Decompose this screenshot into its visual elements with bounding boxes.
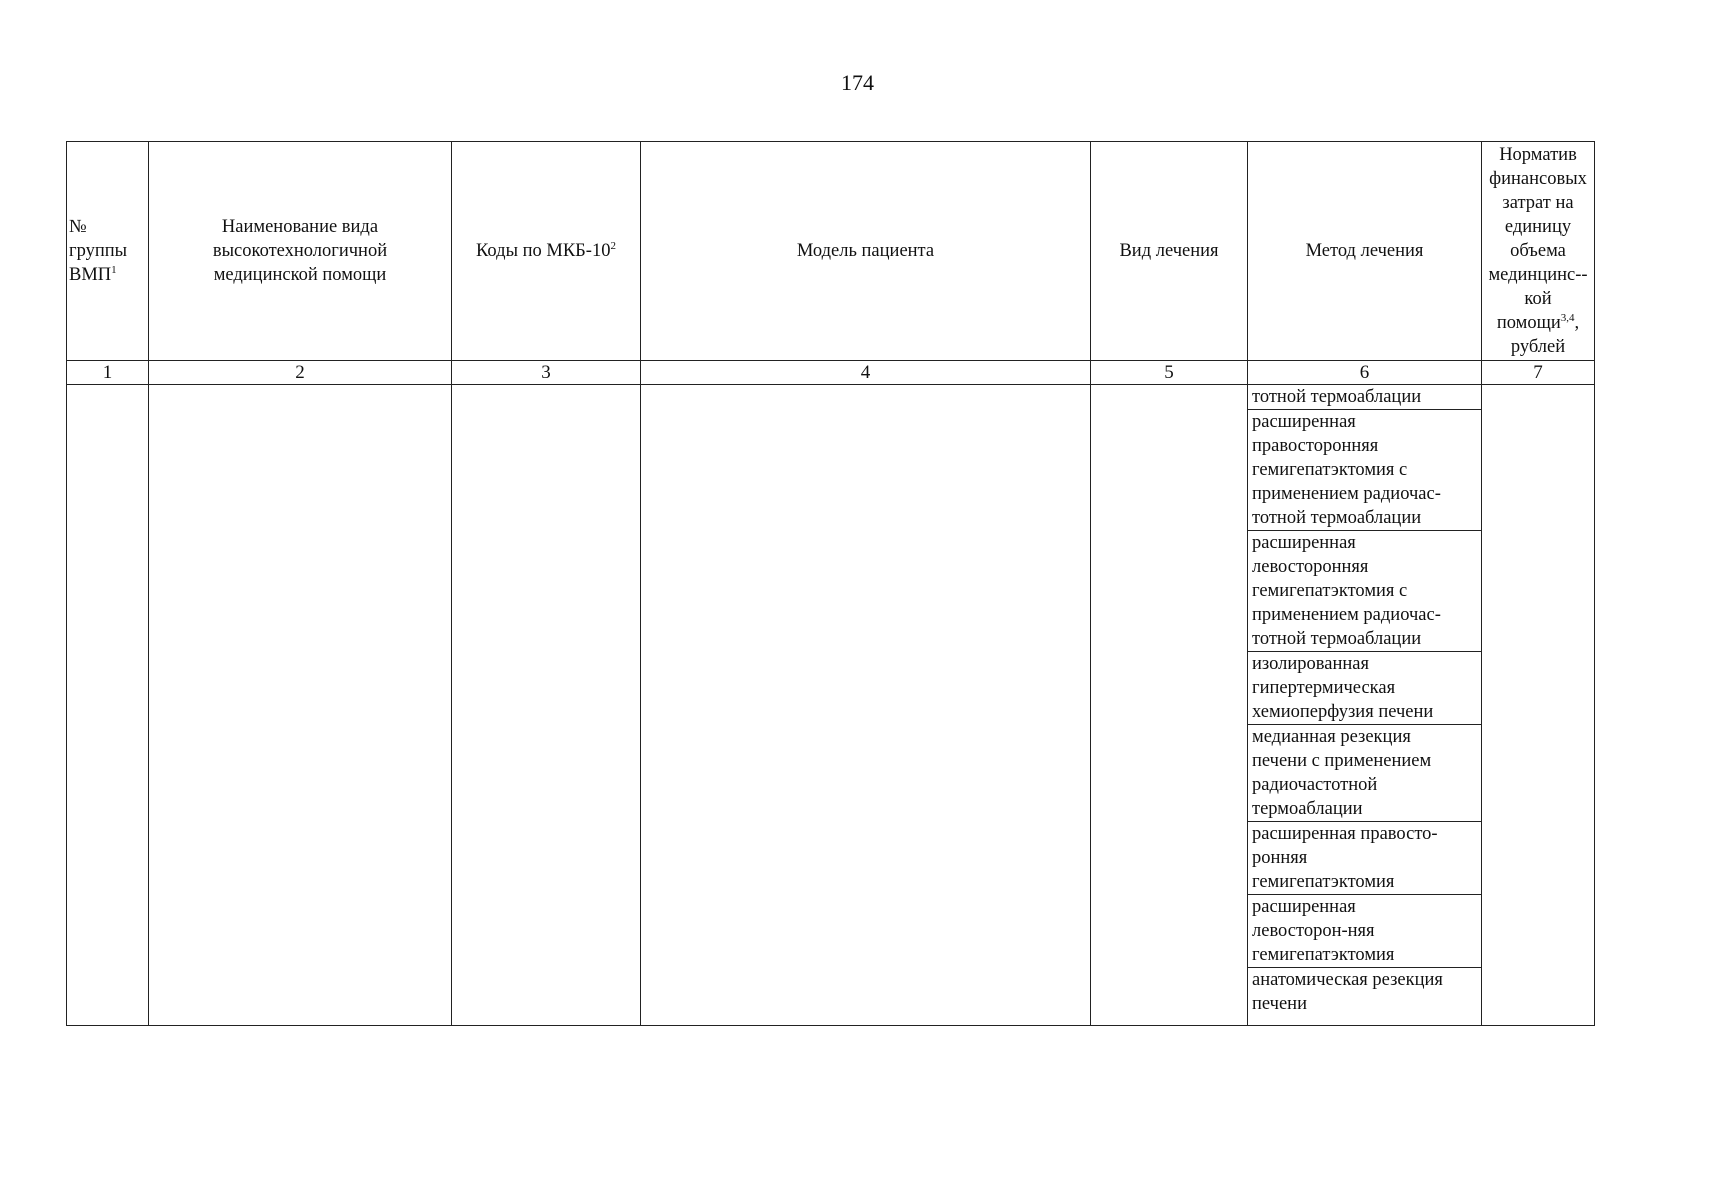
method-item: медианная резекция печени с применением радиочастотной термоаблации xyxy=(1248,725,1481,822)
column-number: 1 xyxy=(67,361,149,385)
header-treatment-method: Метод лечения xyxy=(1248,142,1482,361)
header-cost-standard: Норматив финансовых затрат на единицу объема мединцинс-- кой помощи$^{3,4}$, рублей xyxy=(1482,142,1595,361)
cell-treatment-methods xyxy=(1248,385,1482,1026)
column-number-row xyxy=(67,361,1595,385)
vmp-table xyxy=(66,141,1595,1026)
method-item: анатомическая резекция печени xyxy=(1252,970,1443,1014)
cell-group-number xyxy=(67,385,149,1026)
cell-cost-standard xyxy=(1482,385,1595,1026)
cell-icd-codes xyxy=(452,385,641,1026)
method-item: изолированная гипертермическая хемиоперфузия печени xyxy=(1248,652,1481,725)
column-number: 2 xyxy=(149,361,452,385)
column-number: 3 xyxy=(452,361,641,385)
column-number: 7 xyxy=(1482,361,1595,385)
method-item: тотной термоаблации xyxy=(1248,385,1481,410)
header-row xyxy=(67,142,1595,361)
cell-patient-model xyxy=(641,385,1091,1026)
cell-treatment-type xyxy=(1091,385,1248,1026)
column-number: 4 xyxy=(641,361,1091,385)
column-number: 5 xyxy=(1091,361,1248,385)
header-treatment-type: Вид лечения xyxy=(1091,142,1248,361)
table-row xyxy=(67,385,1595,1026)
header-icd-codes: Коды по МКБ-$10^2$ xyxy=(452,142,641,361)
method-item: расширенная левосторонняя гемигепатэктомия с применением радиочас- тотной термоаблации xyxy=(1248,531,1481,652)
header-group-number: № группы ВМП$^1$ xyxy=(67,142,149,361)
method-item: расширенная левосторон-няя гемигепатэктомия xyxy=(1248,895,1481,968)
method-item: расширенная правосторонняя гемигепатэктомия с применением радиочас- тотной термоаблации xyxy=(1248,410,1481,531)
page-number: 174 xyxy=(841,70,874,95)
column-number: 6 xyxy=(1248,361,1482,385)
method-item: расширенная правосто- ронняя гемигепатэктомия xyxy=(1248,822,1481,895)
cell-care-type-name xyxy=(149,385,452,1026)
header-care-type-name: Наименование вида высокотехнологичной медицинской помощи xyxy=(149,142,452,361)
header-patient-model: Модель пациента xyxy=(641,142,1091,361)
